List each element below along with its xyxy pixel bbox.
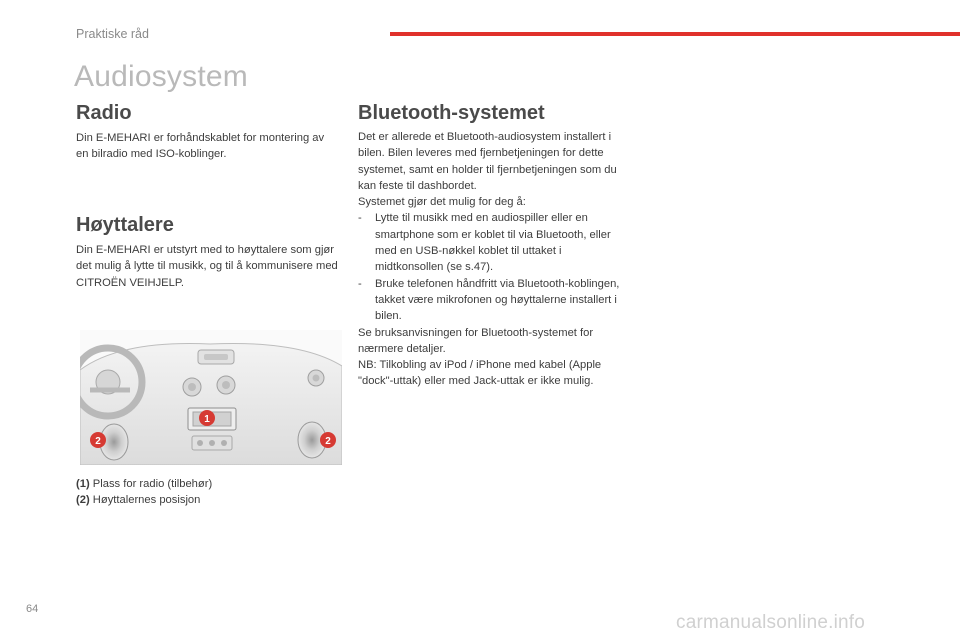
bullet-marker: - (358, 212, 362, 225)
bullet-marker: - (358, 277, 362, 290)
bluetooth-bullet (358, 210, 624, 275)
illustration-legend (76, 476, 338, 509)
header-accent-rule (390, 32, 960, 36)
page-title: Audiosystem (74, 60, 248, 93)
legend-number: (2) (76, 494, 90, 507)
watermark: carmanualsonline.info (676, 612, 866, 633)
bluetooth-intro: Det er allerede et Bluetooth-audiosystem installert i bilen. Bilen leveres med fjernbetjeningen for dette systemet, samt en holder til fjernbetjeningen som du kan feste til dashbordet. (358, 131, 617, 192)
section-label: Praktiske råd (76, 27, 149, 41)
legend-item (76, 492, 338, 508)
radio-heading: Radio (76, 102, 132, 124)
page-number: 64 (26, 603, 39, 615)
speakers-heading: Høyttalere (76, 214, 174, 236)
bullet-text: Lytte til musikk med en audiospiller eller en smartphone som er koblet til via Bluetooth, eller med en USB-nøkkel koblet til uttaket i midtkonsollen (se s.47). (375, 212, 611, 274)
svg-text:1: 1 (204, 414, 210, 425)
speakers-text: Din E-MEHARI er utstyrt med to høyttalere som gjør det mulig å lytte til musikk, og til å kommunisere med CITROËN VEIHJELP. (76, 244, 338, 289)
callout-2-left (90, 432, 106, 448)
svg-text:2: 2 (325, 436, 331, 447)
callout-1 (199, 410, 215, 426)
bullet-text: Bruke telefonen håndfritt via Bluetooth-koblingen, takket være mikrofonen og høyttalerne installert i bilen. (375, 277, 620, 323)
legend-text: Høyttalernes posisjon (92, 494, 201, 507)
callout-2-right (320, 432, 336, 448)
bluetooth-bullet (358, 276, 624, 325)
legend-text: Plass for radio (tilbehør) (92, 478, 213, 490)
legend-number: (1) (76, 478, 90, 490)
bluetooth-note-manual: Se bruksanvisningen for Bluetooth-systemet for nærmere detaljer. (358, 326, 594, 355)
bluetooth-text-column (358, 129, 624, 390)
svg-text:2: 2 (95, 436, 101, 447)
dashboard-illustration (80, 330, 342, 465)
radio-text: Din E-MEHARI er forhåndskablet for montering av en bilradio med ISO-koblinger. (76, 132, 325, 161)
legend-item (76, 476, 338, 492)
bluetooth-lead: Systemet gjør det mulig for deg å: (358, 196, 526, 209)
bluetooth-note-ipod: NB: Tilkobling av iPod / iPhone med kabel (Apple "dock"-uttak) eller med Jack-uttak er ikke mulig. (358, 359, 602, 388)
bluetooth-heading: Bluetooth-systemet (358, 102, 545, 124)
